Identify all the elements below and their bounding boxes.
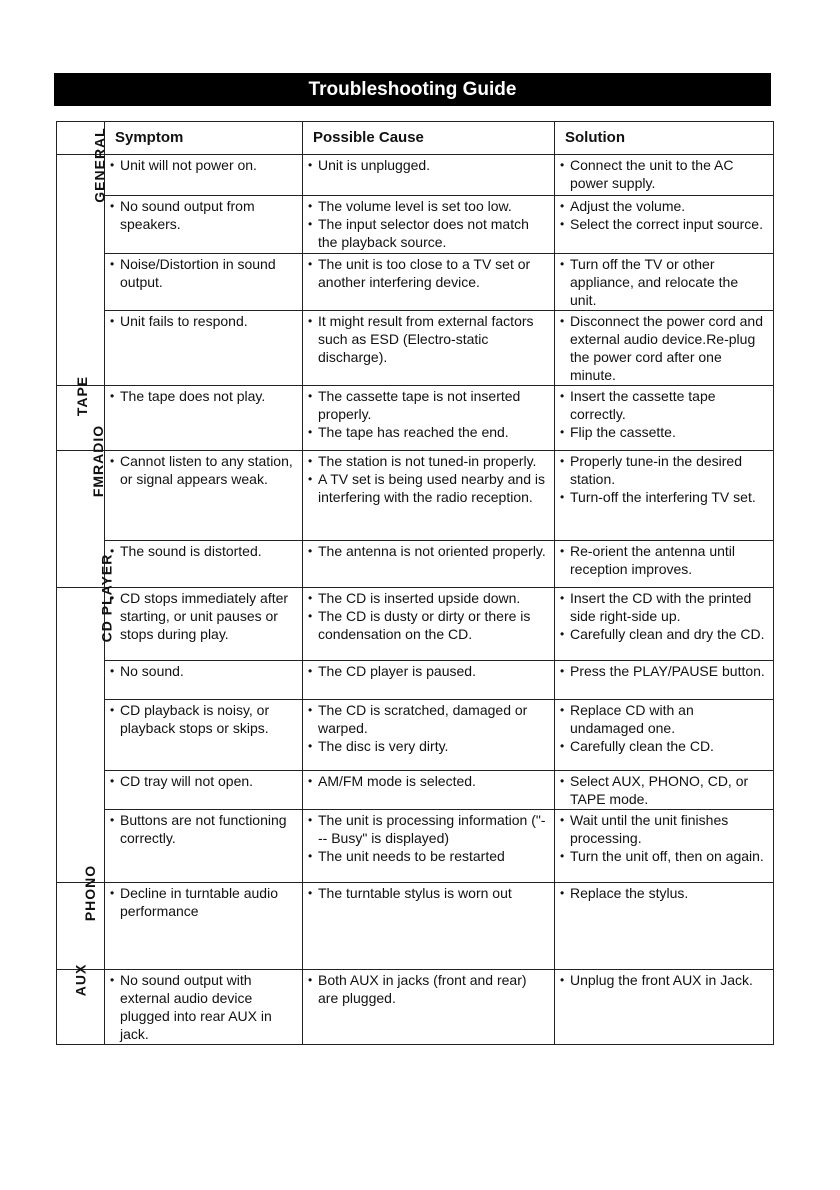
symptom-cell: • Unit fails to respond. <box>105 311 303 386</box>
symptom-cell: • The sound is distorted. <box>105 541 303 588</box>
page-title: Troubleshooting Guide <box>54 73 771 106</box>
table-row <box>57 970 774 1045</box>
cause-cell: • The station is not tuned-in properly. • A TV set is being used nearby and is interfering with the radio reception. <box>303 451 555 541</box>
category-aux: AUX <box>57 970 105 1045</box>
cause-cell: • Unit is unplugged. <box>303 155 555 196</box>
symptom-cell: • No sound output with external audio device plugged into rear AUX in jack. <box>105 970 303 1045</box>
table-row <box>57 661 774 700</box>
solution-cell: • Replace the stylus. <box>555 883 774 970</box>
symptom-cell: • The tape does not play. <box>105 386 303 451</box>
symptom-cell: • Noise/Distortion in sound output. <box>105 254 303 311</box>
header-row <box>57 122 774 155</box>
solution-cell: • Replace CD with an undamaged one. • Carefully clean the CD. <box>555 700 774 771</box>
table-row <box>57 810 774 883</box>
table-row <box>57 254 774 311</box>
symptom-cell: • Unit will not power on. <box>105 155 303 196</box>
category-cd-player: CD PLAYER <box>57 588 105 883</box>
cause-cell: • The CD player is paused. <box>303 661 555 700</box>
solution-cell: • Select AUX, PHONO, CD, or TAPE mode. <box>555 771 774 810</box>
solution-cell: • Insert the CD with the printed side right-side up. • Carefully clean and dry the CD. <box>555 588 774 661</box>
symptom-cell: • CD tray will not open. <box>105 771 303 810</box>
cause-cell: • The volume level is set too low. • The input selector does not match the playback source. <box>303 196 555 254</box>
cause-cell: • The cassette tape is not inserted properly. • The tape has reached the end. <box>303 386 555 451</box>
symptom-cell: • CD stops immediately after starting, or unit pauses or stops during play. <box>105 588 303 661</box>
table-row <box>57 700 774 771</box>
cause-cell: • Both AUX in jacks (front and rear) are plugged. <box>303 970 555 1045</box>
category-tape: TAPE <box>57 386 105 451</box>
solution-cell: • Adjust the volume. • Select the correct input source. <box>555 196 774 254</box>
cause-cell: • The antenna is not oriented properly. <box>303 541 555 588</box>
solution-cell: • Properly tune-in the desired station. • Turn-off the interfering TV set. <box>555 451 774 541</box>
cause-cell: • The CD is inserted upside down. • The CD is dusty or dirty or there is condensation on the CD. <box>303 588 555 661</box>
symptom-cell: • No sound output from speakers. <box>105 196 303 254</box>
solution-cell: • Connect the unit to the AC power supply. <box>555 155 774 196</box>
symptom-cell: • Cannot listen to any station, or signal appears weak. <box>105 451 303 541</box>
cause-cell: • The unit is too close to a TV set or another interfering device. <box>303 254 555 311</box>
table-row <box>57 771 774 810</box>
table-row <box>57 541 774 588</box>
solution-cell: • Turn off the TV or other appliance, and relocate the unit. <box>555 254 774 311</box>
solution-cell: • Wait until the unit finishes processing. • Turn the unit off, then on again. <box>555 810 774 883</box>
header-symptom: Symptom <box>105 122 303 155</box>
solution-cell: • Insert the cassette tape correctly. • Flip the cassette. <box>555 386 774 451</box>
table-row <box>57 451 774 541</box>
category-phono: PHONO <box>57 883 105 970</box>
solution-cell: • Re-orient the antenna until reception improves. <box>555 541 774 588</box>
solution-cell: • Unplug the front AUX in Jack. <box>555 970 774 1045</box>
troubleshooting-table <box>56 121 774 1045</box>
cause-cell: • The turntable stylus is worn out <box>303 883 555 970</box>
cause-cell: • AM/FM mode is selected. <box>303 771 555 810</box>
table-row <box>57 883 774 970</box>
symptom-cell: • Decline in turntable audio performance <box>105 883 303 970</box>
table-row <box>57 588 774 661</box>
symptom-cell: • CD playback is noisy, or playback stops or skips. <box>105 700 303 771</box>
cause-cell: • It might result from external factors such as ESD (Electro-static discharge). <box>303 311 555 386</box>
table-row <box>57 386 774 451</box>
cause-cell: • The CD is scratched, damaged or warped. • The disc is very dirty. <box>303 700 555 771</box>
table-row <box>57 311 774 386</box>
cause-cell: • The unit is processing information ("--- Busy" is displayed) • The unit needs to be restarted <box>303 810 555 883</box>
solution-cell: • Disconnect the power cord and external audio device.Re-plug the power cord after one minute. <box>555 311 774 386</box>
solution-cell: • Press the PLAY/PAUSE button. <box>555 661 774 700</box>
category-fmradio: FMRADIO <box>57 451 105 588</box>
symptom-cell: • No sound. <box>105 661 303 700</box>
header-cause: Possible Cause <box>303 122 555 155</box>
symptom-cell: • Buttons are not functioning correctly. <box>105 810 303 883</box>
category-general: GENERAL <box>57 155 105 386</box>
header-solution: Solution <box>555 122 774 155</box>
table-row <box>57 155 774 196</box>
table-row <box>57 196 774 254</box>
